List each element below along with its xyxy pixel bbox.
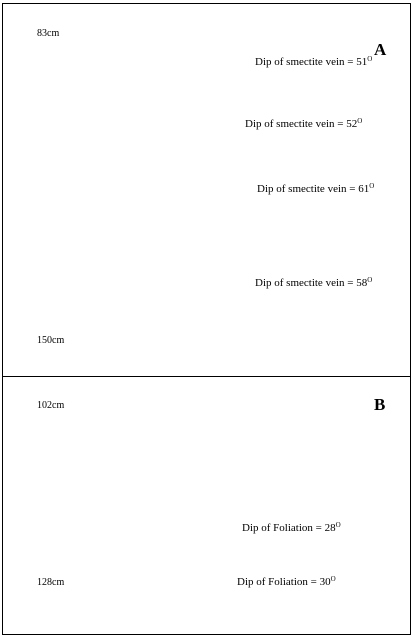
panel-b-bottom-depth: 128cm bbox=[37, 577, 65, 588]
annotation-foliation-1: Dip of Foliation = $28^O$ bbox=[242, 521, 341, 534]
annotation-foliation-2: Dip of Foliation = $30^O$ bbox=[237, 575, 336, 588]
panel-b-top-depth: 102cm bbox=[37, 400, 65, 411]
panel-a-bottom-depth: 150cm bbox=[37, 335, 65, 346]
annotation-vein-1: Dip of smectite vein = $51^O$ bbox=[255, 55, 373, 68]
panel-b bbox=[2, 376, 411, 635]
panel-a-letter: A bbox=[374, 40, 387, 59]
annotation-vein-2: Dip of smectite vein = $52^O$ bbox=[245, 117, 363, 130]
annotation-vein-3: Dip of smectite vein = $61^O$ bbox=[257, 182, 375, 195]
panel-b-letter: B bbox=[374, 395, 386, 414]
annotation-vein-4: Dip of smectite vein = $58^O$ bbox=[255, 276, 373, 289]
panel-a-top-depth: 83cm bbox=[37, 28, 60, 39]
